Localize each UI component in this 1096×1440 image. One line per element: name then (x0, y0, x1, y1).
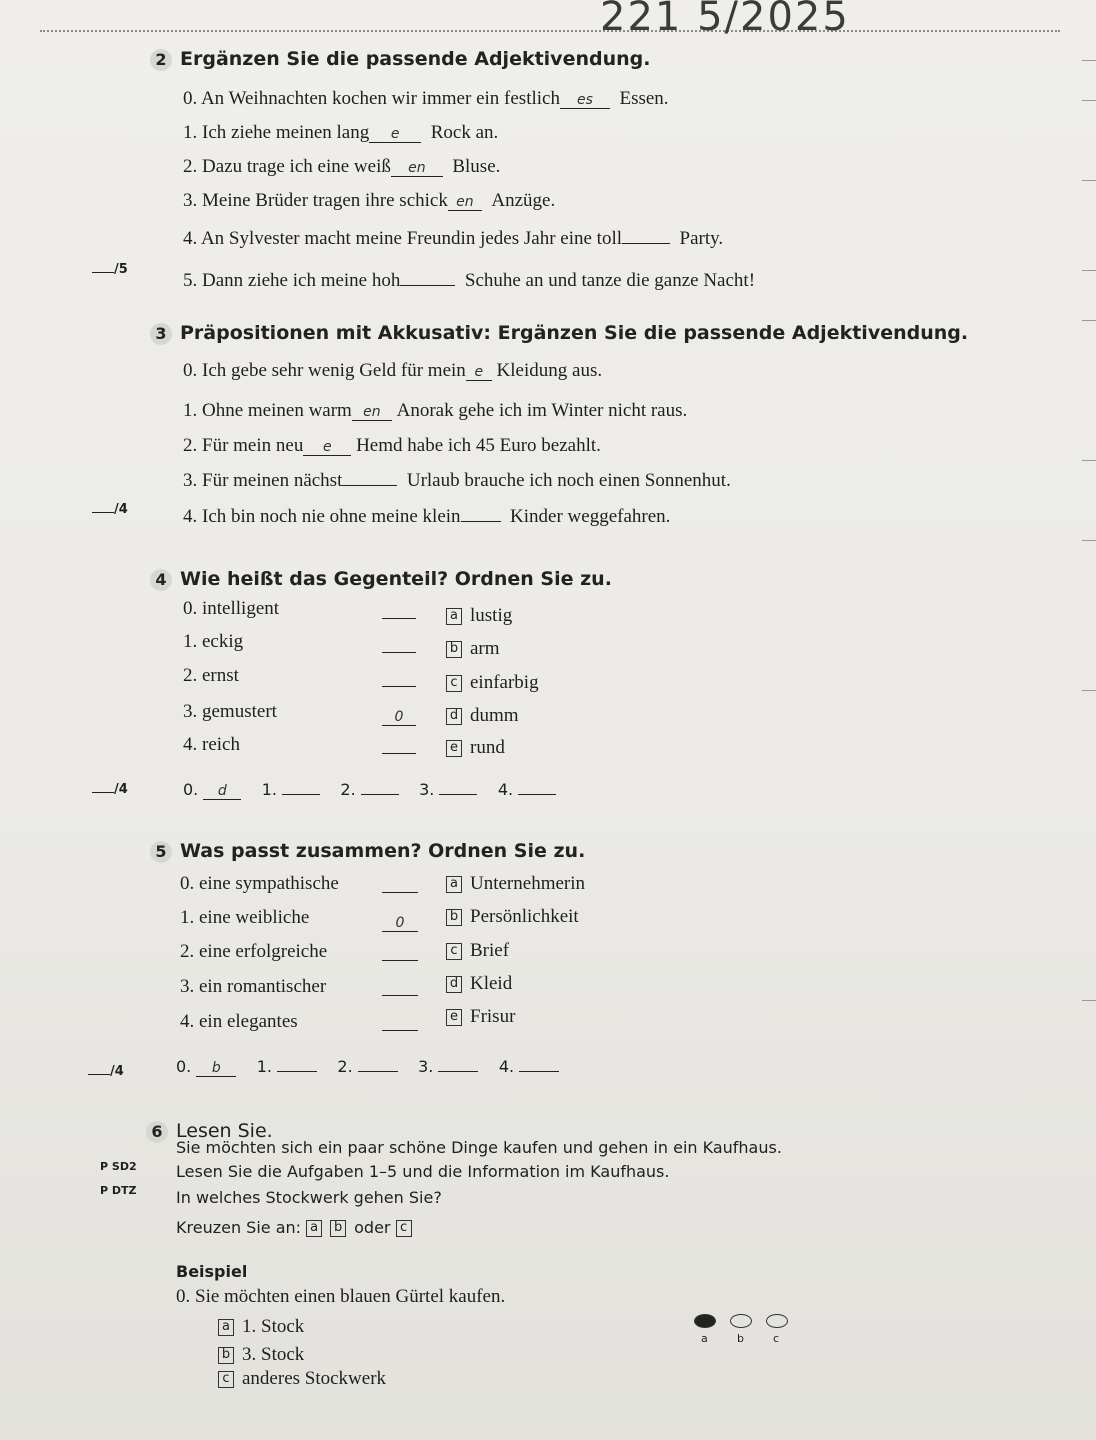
match-blank[interactable] (382, 652, 416, 653)
match-blank-line (382, 877, 418, 899)
answer-blank[interactable] (282, 794, 320, 795)
exercise-line: 2. Für mein neu e Hemd habe ich 45 Euro bezahlt. (183, 435, 601, 456)
match-right-item: e rund (446, 737, 505, 759)
section-number: 5 (150, 841, 172, 863)
exam-tag-sd2: P SD2 (100, 1160, 137, 1173)
margin-tick (1082, 100, 1096, 101)
bubble-label: c (773, 1332, 780, 1345)
answer-blank[interactable] (361, 794, 399, 795)
answer-blank[interactable] (518, 794, 556, 795)
score-field: /4 (88, 1064, 124, 1079)
bubble-label: b (737, 1332, 744, 1345)
match-left-item: 3. ein romantischer (180, 976, 327, 997)
exam-tag-dtz: P DTZ (100, 1184, 137, 1197)
answer-blank[interactable]: b (196, 1060, 236, 1077)
answer-bubble-filled[interactable] (694, 1314, 716, 1328)
match-blank-line (382, 980, 418, 1002)
answer-row: 0. d 1. 2. 3. 4. (183, 780, 556, 800)
section-number: 3 (150, 323, 172, 345)
bubble-label: a (701, 1332, 708, 1345)
section-title: Präpositionen mit Akkusativ: Ergänzen Sie die passende Adjektivendung. (180, 322, 969, 344)
margin-tick (1082, 1000, 1096, 1001)
match-blank[interactable]: 0 (382, 915, 418, 932)
answer-blank[interactable]: d (203, 783, 241, 800)
match-right-item: c einfarbig (446, 672, 539, 694)
section-title: Ergänzen Sie die passende Adjektivendung. (180, 48, 651, 70)
score-blank[interactable] (92, 512, 114, 513)
answer-bubble[interactable] (766, 1314, 788, 1328)
match-blank-line (382, 945, 418, 967)
exercise-line: 1. Ohne meinen warm en Anorak gehe ich im Winter nicht raus. (183, 400, 688, 421)
match-left-item: 2. eine erfolgreiche (180, 941, 328, 962)
answer-blank[interactable]: en (448, 194, 482, 211)
exercise-line: 2. Dazu trage ich eine weiß en Bluse. (183, 156, 501, 177)
match-right-item: e Frisur (446, 1006, 515, 1028)
example-heading: Beispiel (176, 1262, 248, 1281)
answer-blank[interactable] (342, 485, 397, 486)
section-2-heading (150, 48, 650, 71)
score-field: /4 (92, 502, 128, 517)
match-left-item: 4. reich (183, 734, 240, 755)
answer-blank[interactable]: e (466, 364, 492, 381)
option-item: b 3. Stock (218, 1344, 304, 1366)
section-3-heading (150, 322, 968, 345)
match-left-item: 1. eckig (183, 631, 244, 652)
match-blank[interactable] (382, 618, 416, 619)
margin-tick (1082, 60, 1096, 61)
score-blank[interactable] (92, 792, 114, 793)
answer-bubble[interactable] (730, 1314, 752, 1328)
match-blank-line (382, 911, 418, 933)
instruction-text: In welches Stockwerk gehen Sie? (176, 1188, 442, 1207)
score-field: /4 (92, 782, 128, 797)
match-blank[interactable] (382, 753, 416, 754)
exercise-line: 0. An Weihnachten kochen wir immer ein festlich es Essen. (183, 88, 669, 109)
exercise-line: 4. Ich bin noch nie ohne meine klein Kinder weggefahren. (183, 506, 671, 527)
example-question: 0. Sie möchten einen blauen Gürtel kaufen. (176, 1286, 506, 1307)
score-field: /5 (92, 262, 128, 277)
answer-blank[interactable] (439, 794, 477, 795)
match-blank-line (382, 603, 416, 625)
match-blank[interactable] (382, 686, 416, 687)
match-left-item: 3. gemustert (183, 701, 277, 722)
top-dotted-line (40, 30, 1060, 32)
answer-blank[interactable]: en (352, 404, 392, 421)
margin-tick (1082, 460, 1096, 461)
match-blank-line (382, 705, 416, 727)
match-blank[interactable]: 0 (382, 709, 416, 726)
margin-tick (1082, 180, 1096, 181)
section-5-heading (150, 840, 585, 863)
section-title: Lesen Sie. (176, 1120, 273, 1142)
match-blank-line (382, 637, 416, 659)
instruction-text: Kreuzen Sie an: a b oder c (176, 1218, 420, 1237)
margin-tick (1082, 270, 1096, 271)
section-number: 6 (146, 1121, 168, 1143)
instruction-text: Lesen Sie die Aufgaben 1–5 und die Information im Kaufhaus. (176, 1162, 670, 1181)
exercise-line: 0. Ich gebe sehr wenig Geld für mein e Kleidung aus. (183, 360, 603, 381)
answer-blank[interactable] (277, 1071, 317, 1072)
margin-tick (1082, 690, 1096, 691)
answer-blank[interactable] (438, 1071, 478, 1072)
match-blank-line (382, 671, 416, 693)
match-right-item: d dumm (446, 705, 519, 727)
answer-blank[interactable]: e (369, 126, 421, 143)
match-right-item: b arm (446, 638, 500, 660)
answer-row: 0. b 1. 2. 3. 4. (176, 1057, 559, 1077)
match-left-item: 0. eine sympathische (180, 873, 339, 894)
section-number: 4 (150, 569, 172, 591)
score-blank[interactable] (92, 272, 114, 273)
answer-blank[interactable] (622, 243, 670, 244)
answer-blank[interactable] (358, 1071, 398, 1072)
match-left-item: 0. intelligent (183, 598, 280, 619)
match-right-item: b Persönlichkeit (446, 906, 579, 928)
section-4-heading (150, 568, 612, 591)
match-right-item: a lustig (446, 605, 512, 627)
section-number: 2 (150, 49, 172, 71)
exercise-line: 5. Dann ziehe ich meine hoh Schuhe an und tanze die ganze Nacht! (183, 270, 756, 291)
instruction-text: Sie möchten sich ein paar schöne Dinge kaufen und gehen in ein Kaufhaus. (176, 1138, 782, 1157)
match-right-item: a Unternehmerin (446, 873, 585, 895)
answer-blank[interactable]: en (391, 160, 443, 177)
match-blank-line (382, 1015, 418, 1037)
section-title: Was passt zusammen? Ordnen Sie zu. (180, 840, 586, 862)
handwritten-note: 221 5/2025 (600, 0, 850, 40)
answer-blank[interactable] (461, 521, 501, 522)
match-blank[interactable] (382, 995, 418, 996)
score-blank[interactable] (88, 1074, 110, 1075)
match-right-item: c Brief (446, 940, 509, 962)
match-blank[interactable] (382, 892, 418, 893)
match-right-item: d Kleid (446, 973, 512, 995)
answer-blank[interactable]: e (303, 439, 351, 456)
match-left-item: 2. ernst (183, 665, 239, 686)
margin-tick (1082, 320, 1096, 321)
option-item: c anderes Stockwerk (218, 1368, 386, 1390)
exercise-line: 1. Ich ziehe meinen lang e Rock an. (183, 122, 499, 143)
match-blank[interactable] (382, 960, 418, 961)
match-blank-line (382, 738, 416, 760)
option-item: a 1. Stock (218, 1316, 304, 1338)
answer-blank[interactable] (400, 285, 455, 286)
section-title: Wie heißt das Gegenteil? Ordnen Sie zu. (180, 568, 612, 590)
match-left-item: 1. eine weibliche (180, 907, 310, 928)
match-blank[interactable] (382, 1030, 418, 1031)
exercise-line: 3. Für meinen nächst Urlaub brauche ich noch einen Sonnenhut. (183, 470, 731, 491)
answer-blank[interactable] (519, 1071, 559, 1072)
margin-tick (1082, 540, 1096, 541)
match-left-item: 4. ein elegantes (180, 1011, 298, 1032)
exercise-line: 4. An Sylvester macht meine Freundin jedes Jahr eine toll Party. (183, 228, 724, 249)
exercise-line: 3. Meine Brüder tragen ihre schick en Anzüge. (183, 190, 556, 211)
answer-blank[interactable]: es (560, 92, 610, 109)
